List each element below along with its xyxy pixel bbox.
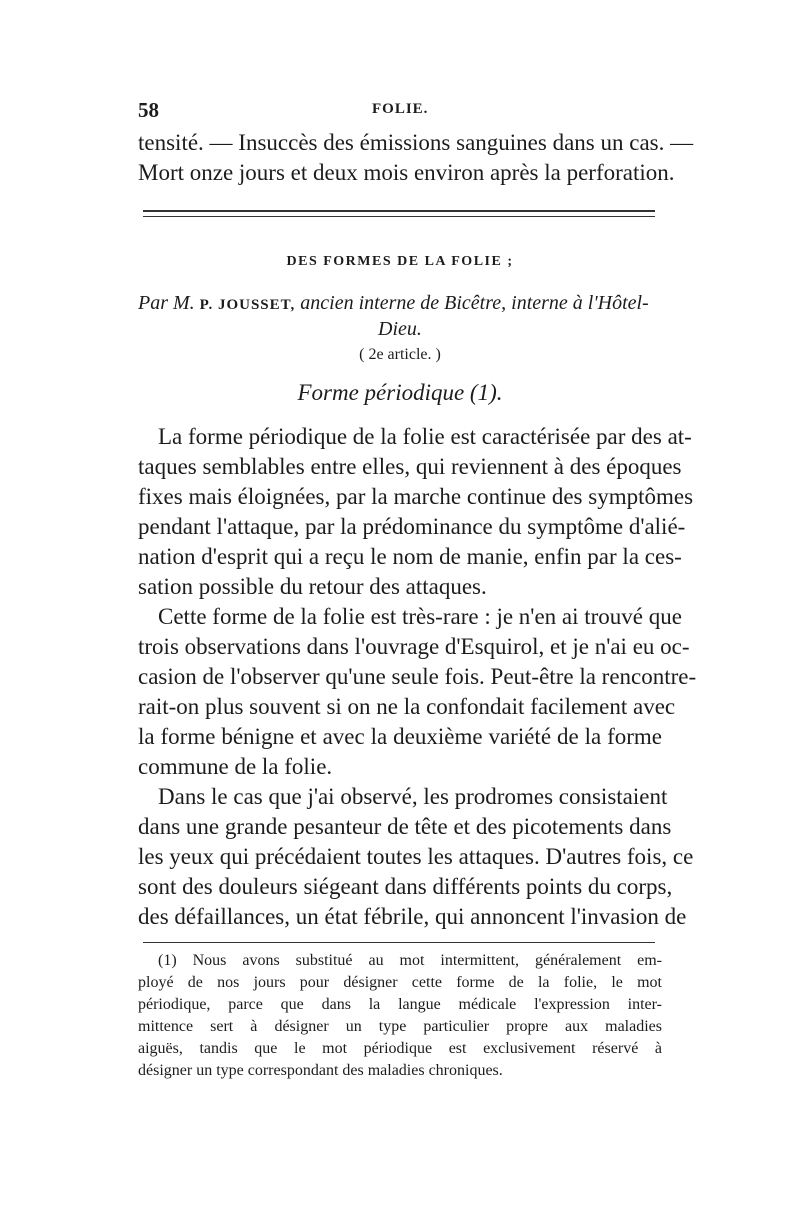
paragraph-line: Cette forme de la folie est très-rare : je n'en ai trouvé que [158, 604, 682, 629]
paragraph-line: pendant l'attaque, par la prédominance du symptôme d'alié- [138, 514, 686, 539]
paragraph-line: commune de la folie. [138, 754, 333, 779]
author-name: P. JOUSSET, [199, 297, 296, 313]
carryover-line: Mort onze jours et deux mois environ après la perforation. [138, 160, 675, 185]
paragraph-line: rait-on plus souvent si on ne la confondait facilement avec [138, 694, 676, 719]
paragraph-line: trois observations dans l'ouvrage d'Esquirol, et je n'ai eu oc- [138, 634, 690, 659]
paragraph-line: nation d'esprit qui a reçu le nom de manie, enfin par la ces- [138, 544, 682, 569]
paragraph-line: fixes mais éloignées, par la marche continue des symptômes [138, 484, 694, 509]
separator-rule-thick [143, 210, 655, 212]
paragraph-line: des défaillances, un état fébrile, qui annoncent l'invasion de [138, 904, 687, 929]
article-number: ( 2e article. ) [359, 346, 441, 363]
paragraph-line: sont des douleurs siégeant dans différents points du corps, [138, 874, 673, 899]
footnote-line: (1) Nous avons substitué au mot intermittent, généralement em- [158, 952, 662, 969]
byline-prefix: Par M. [138, 292, 195, 314]
carryover-line: tensité. — Insuccès des émissions sanguines dans un cas. — [138, 130, 694, 155]
paragraph-line: casion de l'observer qu'une seule fois. Peut-être la rencontre- [138, 664, 697, 689]
paragraph-line: les yeux qui précédaient toutes les attaques. D'autres fois, ce [138, 844, 694, 869]
byline [138, 290, 668, 318]
footnote-line: ployé de nos jours pour désigner cette forme de la folie, le mot [138, 974, 662, 991]
footnote-rule [143, 942, 655, 943]
paragraph-line: taques semblables entre elles, qui reviennent à des époques [138, 454, 682, 479]
separator-rule-thin [143, 216, 655, 217]
footnote-line: mittence sert à désigner un type particulier propre aux maladies [138, 1018, 662, 1035]
byline-affiliation: ancien interne de Bicêtre, interne à l'Hôtel- [300, 292, 649, 314]
footnote-line: périodique, parce que dans la langue médicale l'expression inter- [138, 996, 662, 1013]
section-title: Forme périodique (1). [297, 380, 503, 405]
running-head: FOLIE. [372, 101, 429, 117]
paragraph-line: la forme bénigne et avec la deuxième variété de la forme [138, 724, 662, 749]
paragraph-line: sation possible du retour des attaques. [138, 574, 487, 599]
paragraph-line: Dans le cas que j'ai observé, les prodromes consistaient [158, 784, 668, 809]
paragraph-line: dans une grande pesanteur de tête et des picotements dans [138, 814, 672, 839]
article-title: DES FORMES DE LA FOLIE ; [286, 254, 514, 269]
paragraph-line: La forme périodique de la folie est caractérisée par des at- [158, 424, 692, 449]
footnote-line: désigner un type correspondant des maladies chroniques. [138, 1062, 503, 1079]
byline-continuation: Dieu. [378, 318, 422, 340]
page-number: 58 [138, 98, 159, 122]
footnote-line: aiguës, tandis que le mot périodique est exclusivement réservé à [138, 1040, 662, 1057]
